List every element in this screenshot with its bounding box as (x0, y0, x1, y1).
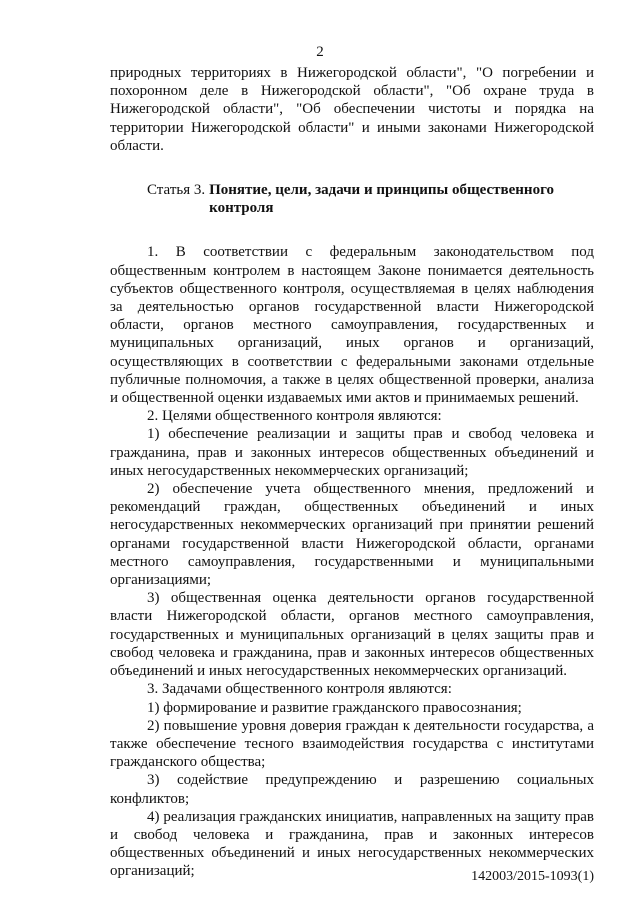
document-body (110, 64, 594, 881)
paragraph-definition: 1. В соответствии с федеральным законодательством под общественным контролем в настоящем Законе понимается деятельность субъектов общественного контроля, осуществляемая в целях наблюдения за деятельностью органов государственной власти Нижегородской области, органов местного самоуправления, государственных и муниципальных организаций, иных органов и организаций, осуществляющих в соответствии с федеральными законами отдельные публичные полномочия, а также в целях общественной проверки, анализа и общественной оценки издаваемых ими актов и принимаемых решений. (110, 244, 594, 407)
article-label: Статья 3. (147, 182, 206, 199)
paragraph-task-1: 1) формирование и развитие гражданского правосознания; (147, 699, 522, 716)
page-number: 2 (316, 44, 324, 60)
paragraph-goal-2: 2) обеспечение учета общественного мнения, предложений и рекомендаций граждан, общественных объединений и иных негосударственных некоммерческих организаций при принятии решений органами государственной власти Нижегородской области, органами местного самоуправления, государственными и муниципальными организациями; (110, 481, 594, 589)
paragraph-task-2: 2) повышение уровня доверия граждан к деятельности государства, а также обеспечение тесного взаимодействия государства с институтами гражданского общества; (110, 717, 594, 771)
paragraph-goal-3: 3) общественная оценка деятельности органов государственной власти Нижегородской области, органов местного самоуправления, государственных и муниципальных организаций в целях защиты прав и свобод человека и гражданина, прав и законных интересов общественных объединений и иных негосударственных некоммерческих организаций. (110, 590, 594, 680)
article-title: Понятие, цели, задачи и принципы общественного контроля (209, 182, 555, 217)
paragraph-goal-1: 1) обеспечение реализации и защиты прав и свобод человека и гражданина, прав и законных интересов общественных объединений и иных негосударственных некоммерческих организаций; (110, 426, 594, 479)
paragraph-tasks-heading: 3. Задачами общественного контроля являются: (147, 681, 452, 698)
paragraph-task-3: 3) содействие предупреждению и разрешению социальных конфликтов; (110, 772, 594, 807)
article-heading (147, 181, 594, 217)
heading-spacer (110, 217, 594, 243)
document-code: 142003/2015-1093(1) (471, 869, 594, 884)
intro-paragraph: природных территориях в Нижегородской области", "О погребении и похоронном деле в Нижегородской области", "Об охране труда в Нижегородской области", "Об обеспечении чистоты и порядка на территории Нижегородской области" и иными законами Нижегородской области. (110, 65, 594, 154)
paragraph-task-4: 4) реализация гражданских инициатив, направленных на защиту прав и свобод человека и гражданина, прав и законных интересов общественных объединений и иных негосударственных некоммерческих организаций; (110, 808, 594, 880)
paragraph-goals-heading: 2. Целями общественного контроля являются: (147, 408, 442, 425)
